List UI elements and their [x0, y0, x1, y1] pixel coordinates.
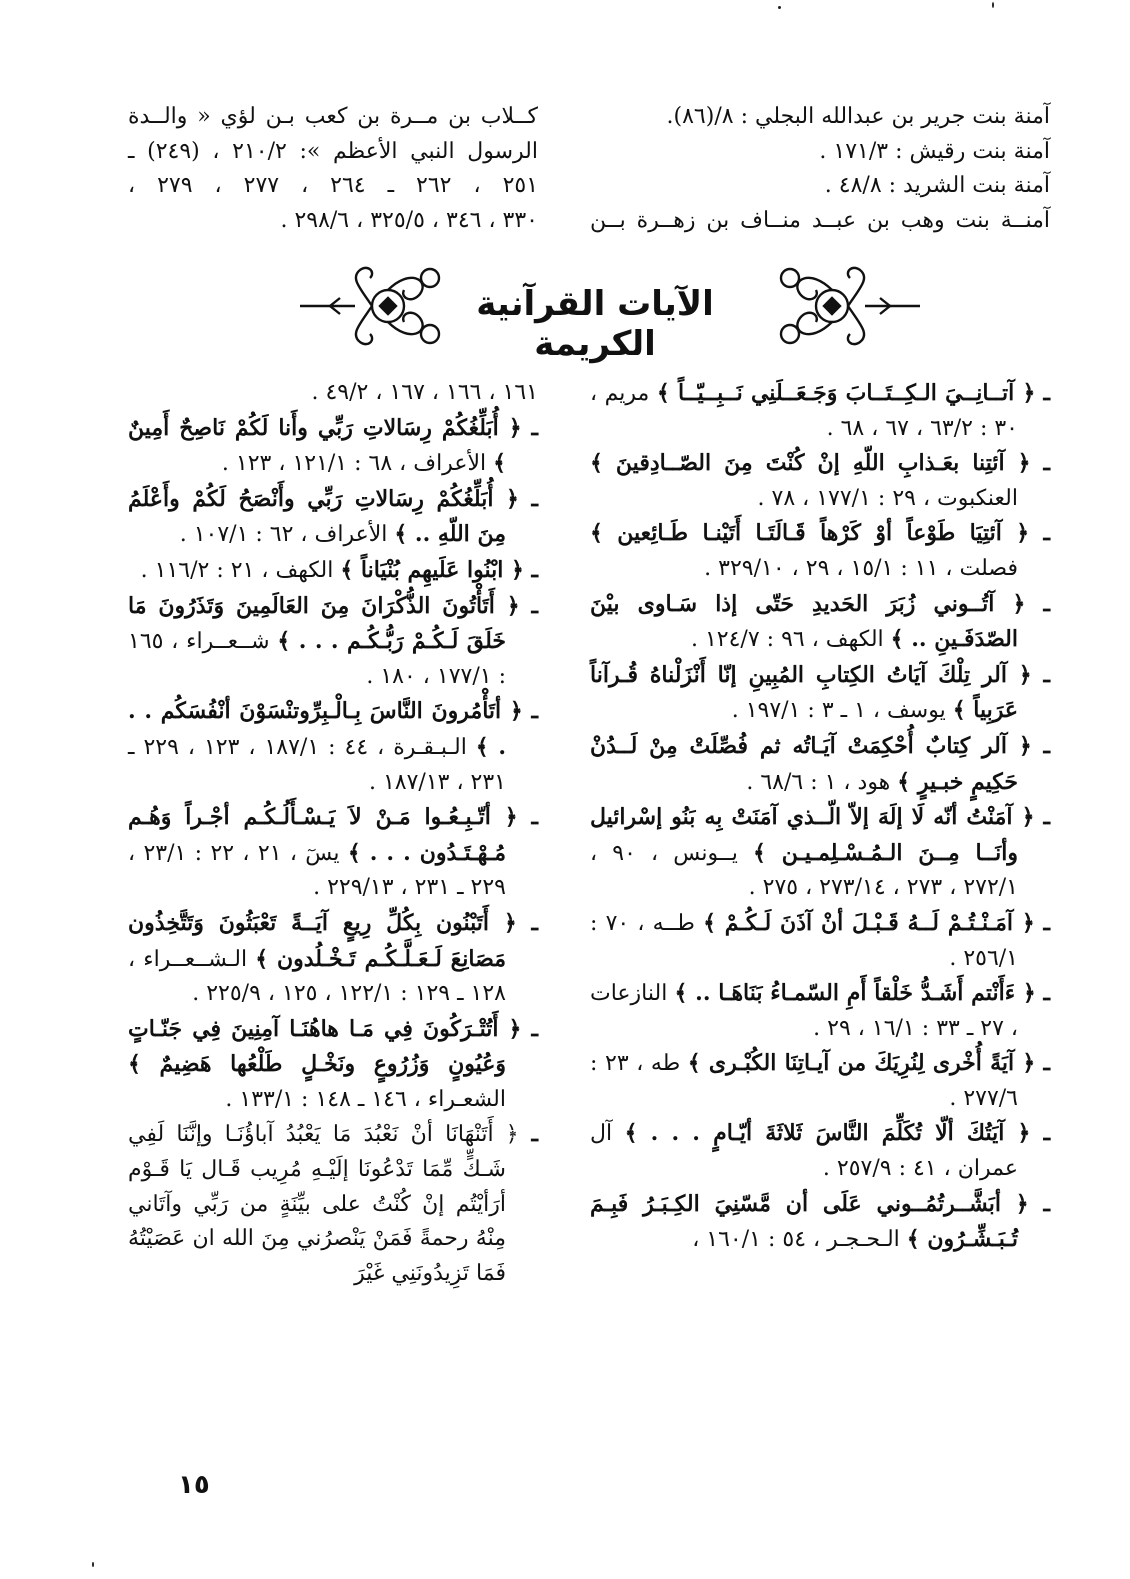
verse-reference: الـشــعــراء ، ١٢٨ ـ ١٢٩ : ١٢٢/١ ، ١٢٥ ، ٢٢٥/٩ . — [128, 946, 506, 1007]
verse-text: ﴿ آتُــوني زُبَرَ الحَديدِ حَتّى إذا سَـاوى بيْنَ الصّدَفَـينِ .. ﴾ — [590, 590, 1026, 653]
verse-text: ﴿ آئتِنا بعَـذابِ اللّهِ إنْ كُنْتَ مِنَ الصّــادِقينَ ﴾ — [590, 450, 1031, 477]
scan-speck — [778, 6, 781, 9]
verse-reference: طه ، ٢٣ : ٢٧٧/٦ . — [590, 1051, 1018, 1111]
verse-text: ﴿ ابْنُوا عَلَيهِم بُنْيَاناً ﴾ — [340, 556, 524, 583]
verse-reference: الشعـراء ، ١٤٦ ـ ١٤٨ : ١٣٣/١ . — [225, 1086, 506, 1112]
verse-entry: ـ ﴿ أُبَلِّغُكُمْ رِسَالاتِ رَبِّي وأَنا لَكُمْ نَاصِحٌ أَمِينٌ ﴾ الأعراف ، ٦٨ : ١٢١/١ ، ١٢٣ . — [128, 414, 539, 477]
verse-text: ﴿ أُبَلِّغُكُمْ رِسَالاتِ رَبِّي وأَنْصَحُ لَكُمْ وأَعْلَمُ مِنَ اللّهِ .. ﴾ — [128, 485, 519, 548]
verse-reference: يــونس ، ٩٠ ، ٢٧٢/١ ، ٢٧٣ ، ٢٧٣/١٤ ، ٢٧٥ . — [590, 840, 1018, 901]
verse-text: ﴿ آتــانِــيَ الـكِــتَــابَ وَجَـعَــلَنِي نَــبِــيّــاً ﴾ — [656, 380, 1036, 406]
verse-entry: ـ ﴿ آيَتُكَ ألّا تُكَلِّمَ النَّاسَ ثَلاثَةَ أيّـامٍ . . . ﴾ آل عمران ، ٤١ : ٢٥٧/٩ . — [590, 1120, 1051, 1182]
verse-reference: العنكبوت ، ٢٩ : ١٧٧/١ ، ٧٨ . — [757, 485, 1018, 511]
verse-reference: يسٓ ، ٢١ ، ٢٢ : ٢٣/١ ، ٢٢٩ ـ ٢٣١ ، ٢٢٩/١٣ . — [128, 840, 506, 901]
top-index-left — [128, 100, 538, 238]
verse-text: ﴿ أتّـبِـعُـوا مَـنْ لاَ يَـسْـأَلُـكُـم أجْـراً وَهُـم مُـهْـتَـدُون . . . ﴾ — [128, 804, 518, 866]
verse-text: ﴿ آلر كِتابٌ أُحْكِمَتْ آيَـاتُه ثم فُصِّلَتْ مِنْ لَــدُنْ حَكِيمٍ خبـيرٍ ﴾ — [590, 732, 1032, 795]
verse-text: ﴿ أَتَنْهَانَا أنْ نَعْبُدَ مَا يَعْبُدُ آباؤُنَـا وإنَّنَا لَفِي شَـكٍّ مِّمَا تَدْعُونَا إلَيْـهِ مُرِيب قَـال يَا قَـوْم أرَأيْتُم إنْ كُنْتُ على بيِّنَةٍ من رَبِّي وآتَاني مِنْهُ رحمةً فَمَنْ يَنْصرُني مِنَ الله ان عَصَيْتُهُ فَمَا تَزِيدُونَنِي غَيْرَ — [128, 1122, 519, 1286]
verse-entry: ـ ﴿ آئتِيَا طَوْعاً أوْ كَرْهاً قَـالَتَـا أَتَيْنـا طَـائِعين ﴾ فصلت ، ١١ : ١٥/١ ، ٢٩ ، ٣٢٩/١٠ . — [590, 520, 1051, 581]
scan-speck — [992, 2, 994, 8]
verse-text: ﴿ أَتَبْنُون بِكُلِّ رِيعٍ آيَــةً تَعْبَثُونَ وَتَتَّخِذُون مَصَانِعَ لَـعَـلَّـكُـم تَـخْـلُدون ﴾ — [128, 909, 517, 972]
verse-text: ﴿ آيَتُكَ ألّا تُكَلِّمَ النَّاسَ ثَلاثَةَ أيّـامٍ . . . ﴾ — [624, 1120, 1031, 1147]
verse-text: ﴿ آيَةً أُخْرى لِنُرِيَكَ من آيـاتِنَا الكُبْـرى ﴾ — [687, 1050, 1036, 1077]
verse-reference: هود ، ١ : ٦٨/٦ . — [746, 769, 891, 795]
scan-speck — [92, 1562, 94, 1567]
verse-entry: ـ ﴿ أبَشَّــرتُمُــوني عَلَى أن مَّسّنِيَ الكِـبَـرُ فَبِـمَ تُـبَـشِّـرُون ﴾ الـحـجـر ، ٥٤ : ١٦٠/١ ، — [590, 1190, 1050, 1253]
verse-entry: ـ ﴿ آلر كِتابٌ أُحْكِمَتْ آيَـاتُه ثم فُصِّلَتْ مِنْ لَــدُنْ حَكِيمٍ خبـيرٍ ﴾ هود ، ١ : ٦٨/٦ . — [590, 732, 1050, 795]
verse-entry: ـ ﴿ آلر تِلْكَ آيَاتُ الكِتابِ المُبِينِ إنّا أَنْزَلْناهُ قُـرآناً عَرَبِياً ﴾ يوسف ، ١ ـ ٣ : ١٩٧/١ . — [590, 661, 1050, 724]
verse-entry: ـ ﴿ ابْنُوا عَلَيهِم بُنْيَاناً ﴾ الكهف ، ٢١ : ١١٦/٢ . — [140, 556, 538, 583]
verse-reference: آل عمران ، ٤١ : ٢٥٧/٩ . — [590, 1121, 1018, 1182]
index-line: كــلاب بن مــرة بن كعب بـن لؤي « والــدة — [128, 104, 538, 129]
verse-text: ﴿ آلر تِلْكَ آيَاتُ الكِتابِ المُبِينِ إنّا أَنْزَلْناهُ قُـرآناً عَرَبِياً ﴾ — [590, 661, 1032, 724]
verse-entry: ـ ﴿ أَتَأْتُونَ الذُّكْرَانَ مِنَ العَالَمِينَ وَتَذَرُونَ مَا خَلَقَ لَـكُـمْ رَبُّـكُـم . . . ﴾ شــعــراء ، ١٦٥ : ١٧٧/١ ، ١٨٠ . — [128, 592, 538, 689]
verse-entry: ـ ﴿ أُبَلِّغُكُمْ رِسَالاتِ رَبِّي وأَنْصَحُ لَكُمْ وأَعْلَمُ مِنَ اللّهِ .. ﴾ الأعراف ، ٦٢ : ١٠٧/١ . — [128, 485, 538, 548]
index-line: آمنة بنت رقيش : ١٧١/٣ . — [819, 138, 1050, 164]
verse-entry: ـ ﴿ آتُــوني زُبَرَ الحَديدِ حَتّى إذا سَـاوى بيْنَ الصّدَفَـينِ .. ﴾ الكهف ، ٩٦ : ١٢٤/٧ . — [590, 590, 1050, 653]
verse-reference: النازعات ، ٢٧ ـ ٣٣ : ١٦/١ ، ٢٩ . — [590, 981, 1018, 1041]
verse-text: ﴿ أُبَلِّغُكُمْ رِسَالاتِ رَبِّي وأَنا لَكُمْ نَاصِحٌ أَمِينٌ ﴾ — [128, 414, 522, 477]
index-line: آمنة بنت الشريد : ٤٨/٨ . — [824, 173, 1050, 199]
verse-reference: يوسف ، ١ ـ ٣ : ١٩٧/١ . — [731, 698, 946, 724]
verse-entry: ـ ﴿ آمَنْتُ أنّه لَا إلَهَ إلاّ الّــذي آمَنَتْ بِه بَنُو إسْرائيل وأنَــا مِــنَ الـمُـسْـلِمـيـن ﴾ يــونس ، ٩٠ ، ٢٧٢/١ ، ٢٧٣ ، ٢٧٣/١٤ ، ٢٧٥ . — [590, 804, 1051, 901]
verse-reference: الأعراف ، ٦٨ : ١٢١/١ ، ١٢٣ . — [221, 451, 487, 477]
verse-reference: ١٦١ ، ١٦٦ ، ١٦٧ ، ٤٩/٢ . — [311, 380, 538, 405]
verse-text: ﴿ آئتِيَا طَوْعاً أوْ كَرْهاً قَـالَتَـا أَتَيْنـا طَـائِعين ﴾ — [590, 520, 1030, 547]
verse-text: ﴿ آمَنْتُ أنّه لَا إلَهَ إلاّ الّــذي آمَنَتْ بِه بَنُو إسْرائيل وأنَــا مِــنَ الـمُـسْـلِمـيـن ﴾ — [590, 804, 1035, 866]
verse-text: ﴿ أبَشَّــرتُمُــوني عَلَى أن مَّسّنِيَ الكِـبَـرُ فَبِـمَ تُـبَـشِّـرُون ﴾ — [590, 1190, 1029, 1253]
verse-entry: ـ ﴿ آمَـنْـتُـمْ لَــهُ قَـبْـلَ أنْ آذَنَ لَـكُـمْ ﴾ طــه ، ٧٠ : ٢٥٦/١ . — [590, 909, 1051, 971]
verse-reference: فصلت ، ١١ : ١٥/١ ، ٢٩ ، ٣٢٩/١٠ . — [704, 555, 1018, 581]
page-number: ١٥ — [178, 1470, 210, 1500]
verse-entry: ـ ﴿ أتَأْمُرونَ النَّاسَ بِـالْـبِرِّوتنْسَوْنَ أنْفُسَكُم . . . ﴾ الـبـقـرة ، ٤٤ : ١٨٧/١ ، ١٢٣ ، ٢٢٩ ـ ٢٣١ ، ١٨٧/١٣ . — [128, 698, 538, 795]
verse-text: ﴿ أَتُتْـرَكُونَ فِي مَـا هاهُنَـا آمِنِينَ فِي جَنّـاتٍ وَعُيُونٍ وَزُرُوعٍ ونَخْـلٍ طَلْعُها هَضِيمٌ ﴾ — [128, 1015, 522, 1078]
section-title: الآيات القرآنية الكريمة — [476, 284, 714, 364]
verse-text: ﴿ أَتَأْتُونَ الذُّكْرَانَ مِنَ العَالَمِينَ وَتَذَرُونَ مَا خَلَقَ لَـكُـمْ رَبُّـكُـم . . . ﴾ — [128, 592, 520, 655]
ornament-right-icon — [770, 258, 920, 354]
verse-text: ﴿ أتَأْمُرونَ النَّاسَ بِـالْـبِرِّوتنْسَوْنَ أنْفُسَكُم . . . ﴾ — [128, 698, 523, 760]
verse-reference: الـبـقـرة ، ٤٤ : ١٨٧/١ ، ١٢٣ ، ٢٢٩ ـ ٢٣١ ، ١٨٧/١٣ . — [128, 734, 506, 795]
verse-entry: ـ ﴿ أَتَنْهَانَا أنْ نَعْبُدَ مَا يَعْبُدُ آباؤُنَـا وإنَّنَا لَفِي شَـكٍّ مِّمَا تَدْعُونَا إلَيْـهِ مُرِيب قَـال يَا قَـوْم أرَأيْتُم إنْ كُنْتُ على بيِّنَةٍ من رَبِّي وآتَاني مِنْهُ رحمةً فَمَنْ يَنْصرُني مِنَ الله ان عَصَيْتُهُ فَمَا تَزِيدُونَنِي غَيْرَ — [128, 1121, 538, 1286]
top-index-right — [590, 100, 1050, 238]
index-line: ٣٣٠ ، ٣٤٦ ، ٣٢٥/٥ ، ٢٩٨/٦ . — [280, 207, 538, 233]
verse-entry-continuation — [128, 376, 538, 411]
index-line: آمنــة بنت وهب بن عبــد منــاف بن زهــرة بــن — [590, 207, 1050, 233]
verse-reference: الكهف ، ٩٦ : ١٢٤/٧ . — [690, 627, 884, 653]
verse-reference: الأعراف ، ٦٢ : ١٠٧/١ . — [179, 522, 388, 548]
verse-reference: شــعــراء ، ١٦٥ : ١٧٧/١ ، ١٨٠ . — [128, 629, 506, 689]
verse-entry: ـ ﴿ آئتِنا بعَـذابِ اللّهِ إنْ كُنْتَ مِنَ الصّــادِقينَ ﴾ العنكبوت ، ٢٩ : ١٧٧/١ ، ٧٨ . — [590, 450, 1051, 511]
verse-entry: ـ ﴿ آتــانِــيَ الـكِــتَــابَ وَجَـعَــلَنِي نَــبِــيّــاً ﴾ مريم ، ٣٠ : ٦٣/٢ ، ٦٧ ، ٦٨ . — [590, 380, 1050, 441]
verse-text: ﴿ ءَأَنْتم أَشَـدُّ خَلْقاً أَمِ السّمـاءُ بَنَاهَـا .. ﴾ — [674, 980, 1036, 1007]
index-line: الرسول النبي الأعظم »: ٢١٠/٢ ، (٢٤٩) ـ — [128, 138, 538, 164]
verse-entry: ـ ﴿ أَتَبْنُون بِكُلِّ رِيعٍ آيَــةً تَعْبَثُونَ وَتَتَّخِذُون مَصَانِعَ لَـعَـلَّـكُـم تَـخْـلُدون ﴾ الـشــعــراء ، ١٢٨ ـ ١٢٩ : ١٢٢/١ ، ١٢٥ ، ٢٢٥/٩ . — [128, 909, 539, 1007]
verse-entry: ـ ﴿ ءَأَنْتم أَشَـدُّ خَلْقاً أَمِ السّمـاءُ بَنَاهَـا .. ﴾ النازعات ، ٢٧ ـ ٣٣ : ١٦/١ ، ٢٩ . — [590, 980, 1050, 1041]
verse-entry: ـ ﴿ آيَةً أُخْرى لِنُرِيَكَ من آيـاتِنَا الكُبْـرى ﴾ طه ، ٢٣ : ٢٧٧/٦ . — [590, 1050, 1050, 1111]
ornament-left-icon — [300, 258, 450, 354]
index-line: آمنة بنت جرير بن عبدالله البجلي : ٨/(٨٦). — [666, 104, 1050, 129]
verse-reference: طــه ، ٧٠ : ٢٥٦/١ . — [590, 910, 1018, 971]
section-heading — [300, 258, 920, 364]
verse-entry: ـ ﴿ أتّـبِـعُـوا مَـنْ لاَ يَـسْـأَلُـكُـم أجْـراً وَهُـم مُـهْـتَـدُون . . . ﴾ يسٓ ، ٢١ ، ٢٢ : ٢٣/١ ، ٢٢٩ ـ ٢٣١ ، ٢٢٩/١٣ . — [128, 804, 538, 901]
verse-reference: الكهف ، ٢١ : ١١٦/٢ . — [140, 557, 334, 583]
verse-entry: ـ ﴿ أَتُتْـرَكُونَ فِي مَـا هاهُنَـا آمِنِينَ فِي جَنّـاتٍ وَعُيُونٍ وَزُرُوعٍ ونَخْـلٍ طَلْعُها هَضِيمٌ ﴾ الشعـراء ، ١٤٦ ـ ١٤٨ : ١٣٣/١ . — [128, 1015, 539, 1112]
verse-reference: مريم ، ٣٠ : ٦٣/٢ ، ٦٧ ، ٦٨ . — [590, 381, 1018, 441]
verse-text: ﴿ آمَـنْـتُـمْ لَــهُ قَـبْـلَ أنْ آذَنَ لَـكُـمْ ﴾ — [703, 909, 1035, 936]
verse-index-right — [590, 376, 1050, 1258]
verse-reference: الـحـجـر ، ٥٤ : ١٦٠/١ ، — [692, 1227, 900, 1253]
index-line: ٢٥١ ، ٢٦٢ ـ ٢٦٤ ، ٢٧٧ ، ٢٧٩ ، — [128, 173, 539, 199]
verse-index-left — [128, 376, 538, 1291]
